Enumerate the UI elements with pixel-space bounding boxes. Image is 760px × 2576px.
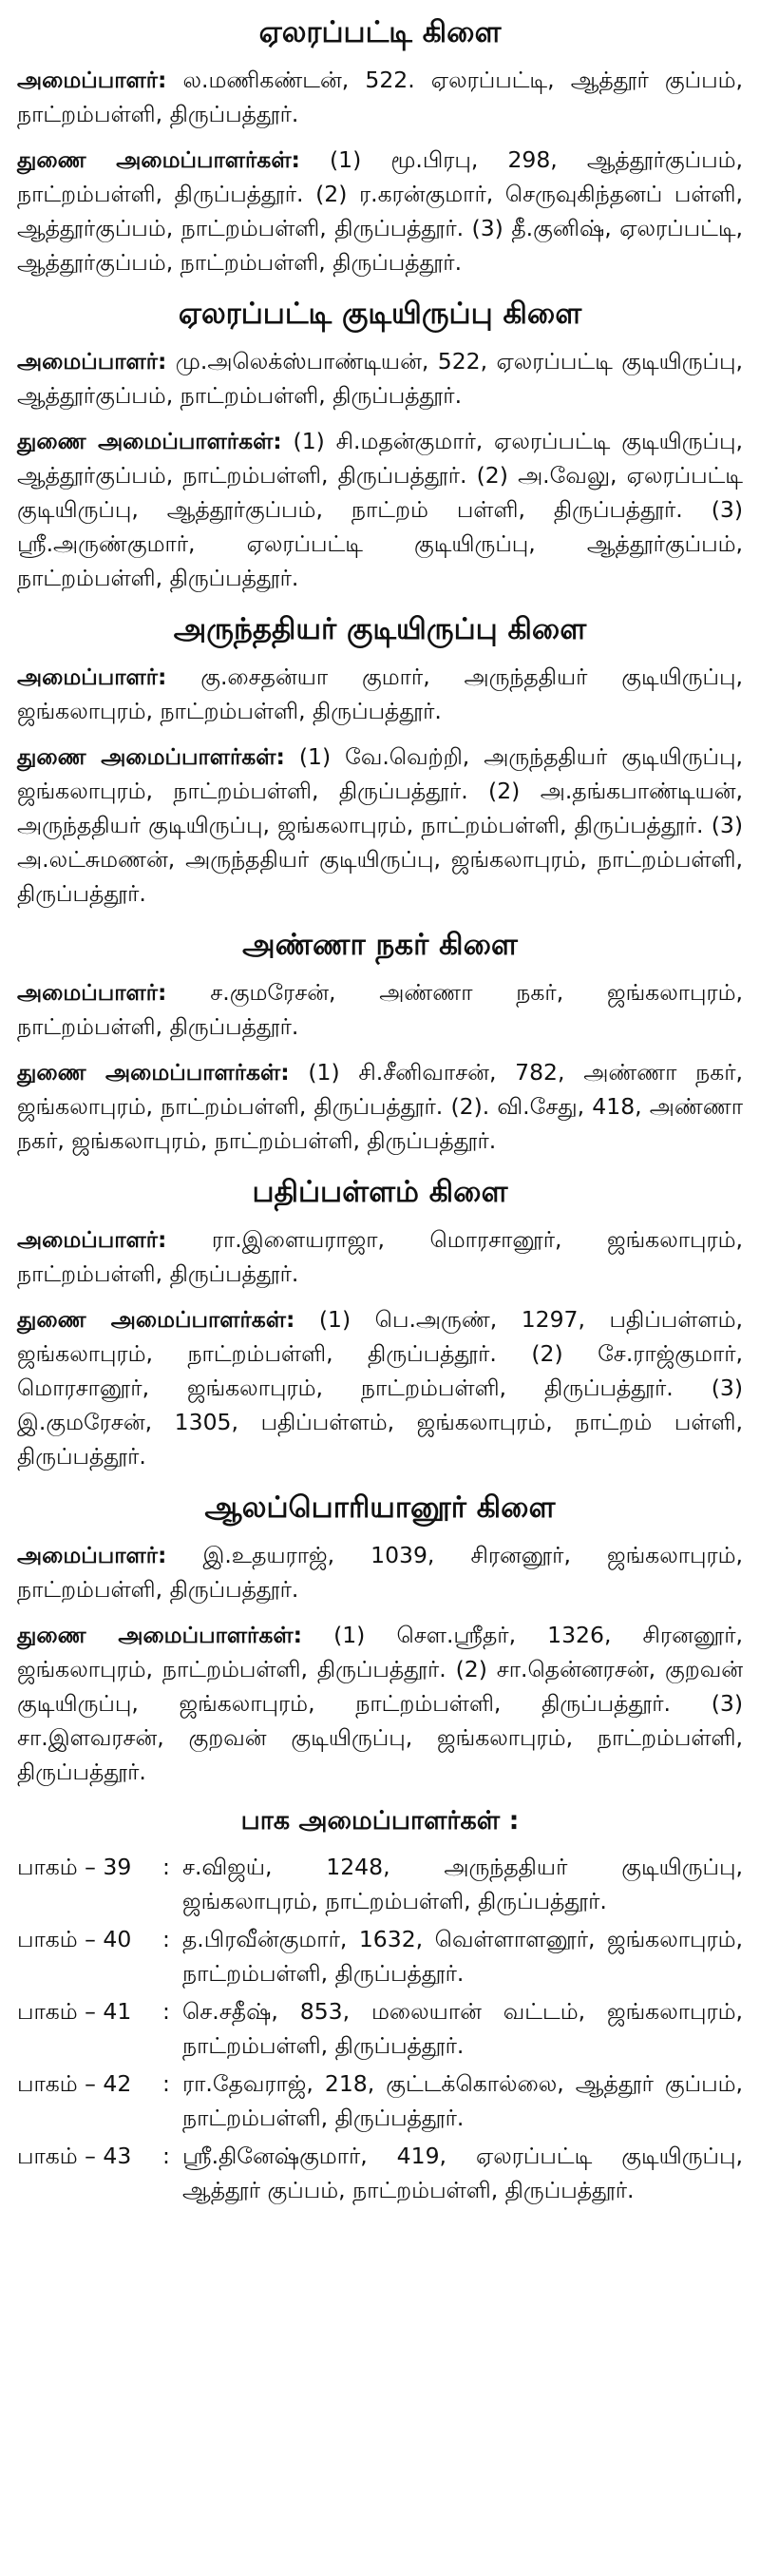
part-organizers-title: பாக அமைப்பாளர்கள் : xyxy=(240,1806,520,1836)
deputy-label: துணை அமைப்பாளர்கள்: xyxy=(17,428,282,454)
part-number: பாகம் – 41 xyxy=(17,1998,132,2025)
branch-title: ஆலப்பொரியானூர் கிளை xyxy=(204,1490,556,1525)
part-colon: : xyxy=(162,2143,170,2169)
part-colon: : xyxy=(162,1926,170,1952)
organizer-label: அமைப்பாளர்: xyxy=(17,348,167,375)
deputy-paragraph xyxy=(17,740,743,911)
deputy-paragraph xyxy=(17,1055,743,1158)
part-row xyxy=(17,2139,743,2207)
organizer-paragraph xyxy=(17,1222,743,1291)
organizer-paragraph xyxy=(17,344,743,413)
organizer-paragraph xyxy=(17,63,743,131)
deputy-paragraph xyxy=(17,424,743,595)
deputy-label: துணை அமைப்பாளர்கள்: xyxy=(17,743,285,770)
organizer-label: அமைப்பாளர்: xyxy=(17,979,167,1006)
part-organizer-text: ஸ்ரீ.தினேஷ்குமார், 419, ஏலரப்பட்டி குடியிருப்பு, ஆத்தூர் குப்பம், நாட்றம்பள்ளி, திருப்பத்தூர். xyxy=(182,2143,743,2203)
organizer-paragraph xyxy=(17,1538,743,1606)
branch-title: ஏலரப்பட்டி குடியிருப்பு கிளை xyxy=(178,297,582,331)
deputy-paragraph xyxy=(17,143,743,279)
organizer-paragraph xyxy=(17,660,743,728)
organizer-text: கு.சைதன்யா குமார், அருந்ததியர் குடியிருப்பு, ஜங்கலாபுரம், நாட்றம்பள்ளி, திருப்பத்தூர். xyxy=(17,663,743,724)
part-organizers-section xyxy=(17,1802,743,2207)
deputy-text: (1) சி.சீனிவாசன், 782, அண்ணா நகர், ஜங்கலாபுரம், நாட்றம்பள்ளி, திருப்பத்தூர். (2). வி.சேது, 418, அண்ணா நகர், ஜங்கலாபுரம், நாட்றம்பள்ளி, திருப்பத்தூர். xyxy=(17,1059,743,1154)
part-number: பாகம் – 39 xyxy=(17,1854,132,1880)
part-number: பாகம் – 43 xyxy=(17,2143,132,2169)
part-organizer-text: ரா.தேவராஜ், 218, குட்டக்கொல்லை, ஆத்தூர் குப்பம், நாட்றம்பள்ளி, திருப்பத்தூர். xyxy=(182,2070,743,2131)
part-colon: : xyxy=(162,2070,170,2097)
organizer-text: ல.மணிகண்டன், 522. ஏலரப்பட்டி, ஆத்தூர் குப்பம், நாட்றம்பள்ளி, திருப்பத்தூர். xyxy=(17,67,743,127)
organizer-text: ச.குமரேசன், அண்ணா நகர், ஜங்கலாபுரம், நாட்றம்பள்ளி, திருப்பத்தூர். xyxy=(17,979,743,1040)
part-row xyxy=(17,1922,743,1990)
deputy-text: (1) சி.மதன்குமார், ஏலரப்பட்டி குடியிருப்பு, ஆத்தூர்குப்பம், நாட்றம்பள்ளி, திருப்பத்தூர். (2) அ.வேலு, ஏலரப்பட்டி குடியிருப்பு, ஆத்தூர்குப்பம், நாட்றம் பள்ளி, திருப்பத்தூர். (3) ஸ்ரீ.அருண்குமார், ஏலரப்பட்டி குடியிருப்பு, ஆத்தூர்குப்பம், நாட்றம்பள்ளி, திருப்பத்தூர். xyxy=(17,428,743,591)
deputy-label: துணை அமைப்பாளர்கள்: xyxy=(17,1059,290,1086)
organizer-label: அமைப்பாளர்: xyxy=(17,1542,167,1568)
deputy-text: (1) சௌ.ஸ்ரீதர், 1326, சிரனனூர், ஜங்கலாபுரம், நாட்றம்பள்ளி, திருப்பத்தூர். (2) சா.தென்னரசன், குறவன் குடியிருப்பு, ஜங்கலாபுரம், நாட்றம்பள்ளி, திருப்பத்தூர். (3) சா.இளவரசன், குறவன் குடியிருப்பு, ஜங்கலாபுரம், நாட்றம்பள்ளி, திருப்பத்தூர். xyxy=(17,1622,743,1785)
branch-section xyxy=(17,293,743,595)
part-row xyxy=(17,2067,743,2135)
deputy-text: (1) மூ.பிரபு, 298, ஆத்தூர்குப்பம், நாட்றம்பள்ளி, திருப்பத்தூர். (2) ர.கரன்குமார், செருவுகிந்தனப் பள்ளி, ஆத்தூர்குப்பம், நாட்றம்பள்ளி, திருப்பத்தூர். (3) தீ.குனிஷ், ஏலரப்பட்டி, ஆத்தூர்குப்பம், நாட்றம்பள்ளி, திருப்பத்தூர். xyxy=(17,146,743,276)
part-organizer-text: த.பிரவீன்குமார், 1632, வெள்ளாளனூர், ஜங்கலாபுரம், நாட்றம்பள்ளி, திருப்பத்தூர். xyxy=(182,1926,743,1987)
organizer-label: அமைப்பாளர்: xyxy=(17,1226,167,1253)
branch-section xyxy=(17,11,743,279)
organizer-text: இ.உதயராஜ், 1039, சிரனனூர், ஜங்கலாபுரம், நாட்றம்பள்ளி, திருப்பத்தூர். xyxy=(17,1542,743,1603)
deputy-text: (1) வே.வெற்றி, அருந்ததியர் குடியிருப்பு, ஜங்கலாபுரம், நாட்றம்பள்ளி, திருப்பத்தூர். (2) அ.தங்கபாண்டியன், அருந்ததியர் குடியிருப்பு, ஜங்கலாபுரம், நாட்றம்பள்ளி, திருப்பத்தூர். (3) அ.லட்சுமணன், அருந்ததியர் குடியிருப்பு, ஜங்கலாபுரம், நாட்றம்பள்ளி, திருப்பத்தூர். xyxy=(17,743,744,907)
branch-section xyxy=(17,608,743,911)
part-colon: : xyxy=(162,1998,170,2025)
deputy-label: துணை அமைப்பாளர்கள்: xyxy=(17,146,300,173)
branch-section xyxy=(17,1171,743,1473)
branch-section xyxy=(17,1487,743,1789)
deputy-label: துணை அமைப்பாளர்கள்: xyxy=(17,1306,295,1333)
organizer-text: மு.அலெக்ஸ்பாண்டியன், 522, ஏலரப்பட்டி குடியிருப்பு, ஆத்தூர்குப்பம், நாட்றம்பள்ளி, திருப்பத்தூர். xyxy=(17,348,743,409)
organizer-text: ரா.இளையராஜா, மொரசானூர், ஜங்கலாபுரம், நாட்றம்பள்ளி, திருப்பத்தூர். xyxy=(17,1226,743,1287)
part-number: பாகம் – 40 xyxy=(17,1926,132,1952)
part-colon: : xyxy=(162,1854,170,1880)
organizer-paragraph xyxy=(17,975,743,1044)
part-organizer-text: ச.விஜய், 1248, அருந்ததியர் குடியிருப்பு, ஜங்கலாபுரம், நாட்றம்பள்ளி, திருப்பத்தூர். xyxy=(182,1854,743,1914)
deputy-paragraph xyxy=(17,1618,743,1789)
deputy-label: துணை அமைப்பாளர்கள்: xyxy=(17,1622,302,1648)
branch-section xyxy=(17,924,743,1158)
part-row xyxy=(17,1994,743,2063)
branch-title: பதிப்பள்ளம் கிளை xyxy=(252,1175,508,1209)
branch-title: ஏலரப்பட்டி கிளை xyxy=(258,15,502,49)
deputy-paragraph xyxy=(17,1302,743,1473)
part-row xyxy=(17,1850,743,1918)
organizer-label: அமைப்பாளர்: xyxy=(17,67,167,93)
part-organizer-text: செ.சதீஷ், 853, மலையான் வட்டம், ஜங்கலாபுரம், நாட்றம்பள்ளி, திருப்பத்தூர். xyxy=(182,1998,743,2059)
organizer-label: அமைப்பாளர்: xyxy=(17,663,167,690)
branch-title: அண்ணா நகர் கிளை xyxy=(242,928,518,962)
branch-title: அருந்ததியர் குடியிருப்பு கிளை xyxy=(173,612,587,646)
deputy-text: (1) பெ.அருண், 1297, பதிப்பள்ளம், ஜங்கலாபுரம், நாட்றம்பள்ளி, திருப்பத்தூர். (2) சே.ராஜ்குமார், மொரசானூர், ஜங்கலாபுரம், நாட்றம்பள்ளி, திருப்பத்தூர். (3) இ.குமரேசன், 1305, பதிப்பள்ளம், ஜங்கலாபுரம், நாட்றம் பள்ளி, திருப்பத்தூர். xyxy=(17,1306,743,1470)
part-number: பாகம் – 42 xyxy=(17,2070,132,2097)
